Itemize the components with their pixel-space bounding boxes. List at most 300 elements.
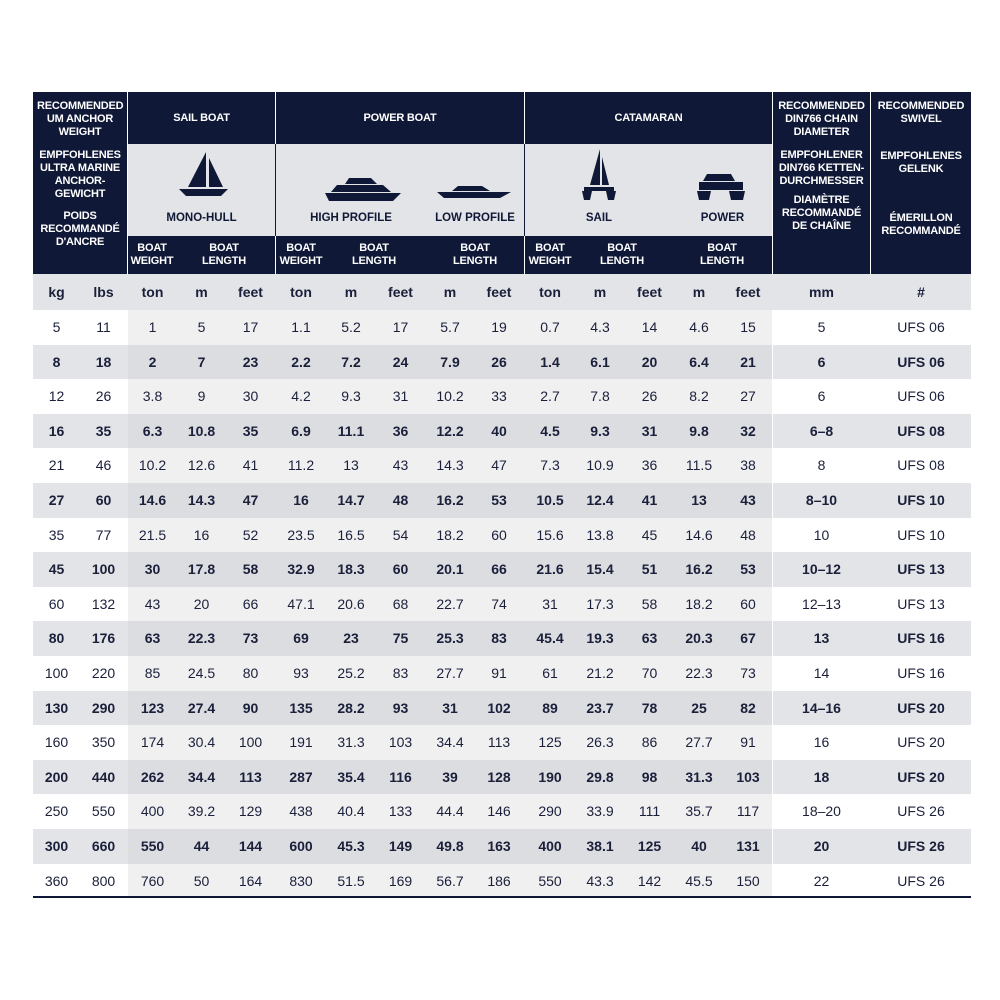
cell-swivel: UFS 16 — [897, 630, 945, 647]
cell-hp-ton: 830 — [289, 872, 313, 889]
cell-sail-m: 17.8 — [187, 561, 216, 578]
table-row — [33, 552, 971, 587]
cell-sail-m: 27.4 — [187, 699, 216, 716]
cell-swivel: UFS 08 — [897, 457, 945, 474]
cell-cp-m: 22.3 — [685, 665, 713, 681]
unit-kg: kg — [48, 284, 65, 300]
cell-lp-m: 12.2 — [436, 422, 464, 439]
cell-cp-m: 35.7 — [685, 803, 713, 820]
cell-hp-ton: 93 — [293, 665, 309, 681]
cell-lbs: 100 — [91, 561, 116, 578]
cell-chain-mm: 8–10 — [805, 492, 838, 508]
sail-boat-weight-label: BOAT WEIGHT — [130, 242, 174, 267]
cell-cp-feet: 117 — [736, 803, 760, 820]
cell-swivel: UFS 20 — [897, 699, 945, 716]
cell-sail-ton: 10.2 — [138, 457, 167, 474]
catamaran-header — [525, 92, 772, 144]
cell-cs-m: 38.1 — [586, 838, 614, 854]
cell-sail-ton: 85 — [144, 665, 161, 681]
cell-hp-m: 7.2 — [341, 353, 361, 370]
table-row — [33, 760, 971, 795]
cell-cp-feet: 82 — [740, 699, 756, 716]
cell-sail-m: 50 — [193, 872, 210, 889]
unit-cs-ton: ton — [539, 284, 561, 300]
cell-cp-feet: 67 — [740, 630, 756, 647]
cell-hp-m: 14.7 — [337, 492, 365, 508]
cell-cp-m: 45.5 — [685, 872, 713, 889]
cell-sail-m: 44 — [193, 838, 210, 854]
cell-lbs: 800 — [91, 872, 116, 889]
cell-cs-ton: 31 — [542, 595, 558, 612]
cell-hp-m: 16.5 — [337, 526, 365, 543]
cell-hp-ton: 69 — [293, 630, 309, 647]
cell-cp-feet: 15 — [740, 319, 756, 335]
cell-sail-ton: 14.6 — [138, 492, 167, 508]
swivel-header — [871, 92, 971, 274]
cell-lp-feet: 60 — [491, 526, 507, 543]
cell-sail-feet: 17 — [242, 319, 259, 335]
cat-sail-weight-label: BOAT WEIGHT — [528, 242, 572, 267]
cell-cp-feet: 53 — [740, 561, 756, 578]
cell-hp-feet: 149 — [388, 838, 413, 854]
cell-lp-feet: 33 — [491, 388, 507, 405]
cell-cp-feet: 150 — [736, 872, 760, 889]
speedboat-icon — [436, 184, 512, 200]
cell-cs-ton: 61 — [542, 665, 558, 681]
cell-kg: 60 — [48, 595, 65, 612]
cell-cs-ton: 400 — [538, 838, 562, 854]
table-row — [33, 345, 971, 380]
cell-chain-mm: 18–20 — [802, 803, 841, 820]
table-row — [33, 483, 971, 518]
cell-cp-m: 13 — [691, 492, 707, 508]
unit-chain-mm: mm — [809, 284, 834, 300]
cell-lp-feet: 66 — [491, 561, 507, 578]
cell-swivel: UFS 06 — [897, 319, 945, 335]
cell-lbs: 18 — [95, 353, 112, 370]
cell-hp-feet: 36 — [392, 422, 409, 439]
cell-cs-m: 43.3 — [586, 872, 614, 889]
cell-hp-ton: 1.1 — [291, 319, 311, 335]
cell-sail-feet: 129 — [238, 803, 263, 820]
table-row — [33, 725, 971, 760]
cell-lp-m: 25.3 — [436, 630, 464, 647]
power-boat-weight-label: BOAT WEIGHT — [279, 242, 323, 267]
anchor-size-table — [33, 92, 971, 898]
cell-cs-m: 6.1 — [590, 353, 610, 370]
cell-sail-ton: 30 — [144, 561, 161, 578]
cell-hp-ton: 32.9 — [287, 561, 315, 578]
cell-hp-m: 23 — [343, 630, 359, 647]
cell-lp-m: 10.2 — [436, 388, 464, 405]
table-row — [33, 518, 971, 553]
cell-cs-m: 7.8 — [590, 388, 610, 405]
table-row — [33, 587, 971, 622]
cell-swivel: UFS 20 — [897, 734, 945, 751]
table-row — [33, 448, 971, 483]
cell-hp-feet: 83 — [392, 665, 409, 681]
chain-en: RECOMMENDED DIN766 CHAIN DIAMETER — [778, 100, 865, 138]
cell-lbs: 176 — [91, 630, 116, 647]
cell-sail-ton: 174 — [140, 734, 165, 751]
cell-sail-m: 24.5 — [187, 665, 216, 681]
table-body — [33, 310, 971, 898]
cell-sail-m: 5 — [197, 319, 206, 335]
cell-hp-feet: 103 — [388, 734, 413, 751]
sail-boat-header — [128, 92, 275, 144]
units-row — [33, 274, 971, 310]
cell-sail-m: 14.3 — [187, 492, 216, 508]
cell-cs-feet: 14 — [641, 319, 658, 335]
cell-cs-feet: 58 — [641, 595, 658, 612]
cell-kg: 27 — [48, 492, 65, 508]
cell-lp-m: 56.7 — [436, 872, 464, 889]
catamaran-label: CATAMARAN — [614, 111, 683, 124]
cell-cs-ton: 21.6 — [536, 561, 564, 578]
swivel-de: EMPFOHLENES GELENK — [880, 150, 962, 175]
cell-lp-m: 31 — [442, 699, 458, 716]
cell-lp-feet: 74 — [491, 595, 507, 612]
cell-cs-feet: 111 — [638, 803, 661, 820]
cell-swivel: UFS 08 — [897, 422, 945, 439]
cell-cp-m: 40 — [691, 838, 707, 854]
cell-sail-m: 34.4 — [187, 768, 216, 785]
cell-lp-m: 18.2 — [436, 526, 464, 543]
cell-cp-m: 18.2 — [685, 595, 713, 612]
cell-hp-m: 20.6 — [337, 595, 365, 612]
cell-lp-feet: 26 — [491, 353, 507, 370]
cell-cs-m: 21.2 — [586, 665, 614, 681]
cell-cp-feet: 43 — [740, 492, 756, 508]
cell-lp-feet: 53 — [491, 492, 507, 508]
cell-sail-m: 7 — [197, 353, 206, 370]
cell-lp-feet: 47 — [491, 457, 507, 474]
cell-lp-feet: 186 — [487, 872, 511, 889]
cell-hp-ton: 16 — [293, 492, 309, 508]
cell-hp-m: 5.2 — [341, 319, 361, 335]
cell-kg: 5 — [52, 319, 61, 335]
cell-lbs: 11 — [96, 319, 111, 335]
cell-sail-feet: 58 — [242, 561, 259, 578]
cell-sail-ton: 760 — [140, 872, 165, 889]
cell-cp-m: 14.6 — [685, 526, 713, 543]
sail-boat-label: SAIL BOAT — [173, 111, 230, 124]
cell-lp-m: 49.8 — [436, 838, 464, 854]
cell-lbs: 290 — [91, 699, 116, 716]
cell-cs-feet: 31 — [641, 422, 658, 439]
chain-fr: DIAMÈTRE RECOMMANDÉ DE CHAÎNE — [781, 194, 862, 232]
cell-cs-ton: 190 — [538, 768, 562, 785]
cell-lp-m: 20.1 — [436, 561, 464, 578]
unit-lp-m: m — [443, 284, 457, 300]
cell-hp-feet: 17 — [392, 319, 409, 335]
cell-swivel: UFS 26 — [897, 872, 945, 889]
cell-lp-m: 22.7 — [436, 595, 464, 612]
cell-chain-mm: 6 — [817, 353, 826, 370]
cell-swivel: UFS 10 — [897, 492, 945, 508]
cell-sail-ton: 63 — [144, 630, 161, 647]
cell-hp-m: 35.4 — [337, 768, 365, 785]
cell-cs-m: 29.8 — [586, 768, 614, 785]
cell-sail-feet: 66 — [242, 595, 259, 612]
cell-cp-feet: 60 — [740, 595, 756, 612]
cell-sail-feet: 41 — [242, 457, 259, 474]
cell-cs-feet: 86 — [641, 734, 658, 751]
table-row — [33, 379, 971, 414]
cell-hp-m: 9.3 — [341, 388, 361, 405]
cell-chain-mm: 10–12 — [802, 561, 841, 578]
high-profile-label: HIGH PROFILE — [310, 212, 392, 224]
power-boat-header — [276, 92, 524, 144]
cell-swivel: UFS 26 — [897, 838, 945, 854]
cat-power-length-label: BOAT LENGTH — [699, 242, 745, 267]
cell-hp-ton: 191 — [289, 734, 313, 751]
table-row — [33, 691, 971, 726]
cell-cs-m: 33.9 — [586, 803, 614, 820]
cell-hp-ton: 2.2 — [291, 353, 311, 370]
cell-sail-m: 39.2 — [187, 803, 216, 820]
cell-cp-feet: 27 — [740, 388, 756, 405]
cell-kg: 35 — [48, 526, 65, 543]
unit-sail-ton: ton — [141, 284, 164, 300]
cell-swivel: UFS 06 — [897, 353, 945, 370]
unit-cs-m: m — [593, 284, 607, 300]
cell-cp-m: 20.3 — [685, 630, 713, 647]
cell-lp-feet: 19 — [491, 319, 507, 335]
cell-lbs: 35 — [95, 422, 112, 439]
cell-hp-ton: 135 — [289, 699, 313, 716]
cell-hp-m: 31.3 — [337, 734, 365, 751]
cell-sail-feet: 47 — [242, 492, 259, 508]
power-label: POWER — [700, 212, 745, 224]
cell-cs-feet: 51 — [641, 561, 658, 578]
cell-cp-m: 11.5 — [685, 457, 713, 474]
mono-hull-label: MONO-HULL — [166, 212, 237, 224]
cell-sail-m: 20 — [193, 595, 210, 612]
cell-hp-feet: 169 — [388, 872, 413, 889]
cell-hp-feet: 54 — [392, 526, 409, 543]
unit-hp-feet: feet — [388, 284, 413, 300]
table-row — [33, 794, 971, 829]
cell-cs-ton: 89 — [542, 699, 558, 716]
cell-swivel: UFS 13 — [897, 595, 945, 612]
cell-cp-m: 16.2 — [685, 561, 713, 578]
cell-sail-feet: 100 — [238, 734, 263, 751]
sail-label: SAIL — [585, 212, 613, 224]
cell-kg: 160 — [44, 734, 69, 751]
cell-cs-ton: 1.4 — [540, 353, 560, 370]
cell-hp-ton: 6.9 — [291, 422, 311, 439]
cell-lp-m: 16.2 — [436, 492, 464, 508]
cell-cs-m: 23.7 — [586, 699, 614, 716]
cell-chain-mm: 14–16 — [802, 699, 841, 716]
cell-sail-m: 16 — [193, 526, 210, 543]
cell-cs-m: 17.3 — [586, 595, 614, 612]
cell-lp-feet: 163 — [487, 838, 511, 854]
cell-kg: 16 — [48, 422, 65, 439]
cell-hp-ton: 47.1 — [287, 595, 315, 612]
cell-sail-ton: 123 — [140, 699, 165, 716]
unit-sail-feet: feet — [238, 284, 263, 300]
sail-boat-length-label: BOAT LENGTH — [201, 242, 247, 267]
cell-lp-feet: 128 — [487, 768, 511, 785]
unit-cp-feet: feet — [735, 284, 761, 300]
cell-lp-m: 5.7 — [440, 319, 460, 335]
cell-lp-m: 14.3 — [436, 457, 464, 474]
cell-lp-m: 44.4 — [436, 803, 464, 820]
cell-lbs: 77 — [95, 526, 112, 543]
cell-kg: 300 — [44, 838, 69, 854]
cell-cp-m: 6.4 — [689, 353, 709, 370]
cell-lbs: 550 — [91, 803, 116, 820]
table-row — [33, 621, 971, 656]
cell-sail-m: 22.3 — [187, 630, 216, 647]
cell-lbs: 220 — [91, 665, 116, 681]
cell-sail-feet: 23 — [242, 353, 259, 370]
cell-cs-m: 9.3 — [590, 422, 610, 439]
cell-cs-ton: 2.7 — [540, 388, 560, 405]
cell-lbs: 46 — [95, 457, 112, 474]
cell-sail-ton: 6.3 — [142, 422, 163, 439]
motor-yacht-icon — [323, 175, 403, 203]
power-catamaran-icon — [695, 172, 747, 202]
table-row — [33, 414, 971, 449]
power-boat-label: POWER BOAT — [363, 111, 437, 124]
cell-sail-ton: 400 — [140, 803, 165, 820]
cell-cs-feet: 45 — [641, 526, 658, 543]
power-boat-length-label: BOAT LENGTH — [351, 242, 397, 267]
cell-hp-m: 45.3 — [337, 838, 365, 854]
cell-sail-m: 10.8 — [187, 422, 216, 439]
cell-cp-m: 27.7 — [685, 734, 713, 751]
table-bottom-rule — [33, 896, 971, 898]
cell-kg: 130 — [44, 699, 69, 716]
cell-swivel: UFS 13 — [897, 561, 945, 578]
cell-kg: 21 — [48, 457, 65, 474]
cell-kg: 80 — [48, 630, 65, 647]
cell-swivel: UFS 06 — [897, 388, 945, 405]
cell-hp-ton: 600 — [289, 838, 313, 854]
cell-chain-mm: 10 — [813, 526, 830, 543]
cell-sail-feet: 73 — [242, 630, 259, 647]
cell-sail-ton: 21.5 — [138, 526, 167, 543]
cell-hp-ton: 4.2 — [291, 388, 311, 405]
cell-chain-mm: 5 — [817, 319, 826, 335]
cell-cp-feet: 21 — [740, 353, 756, 370]
cat-sail-length-label: BOAT LENGTH — [599, 242, 645, 267]
cell-chain-mm: 14 — [813, 665, 830, 681]
cell-chain-mm: 8 — [817, 457, 826, 474]
cell-cp-feet: 131 — [736, 838, 760, 854]
cell-lp-feet: 40 — [491, 422, 507, 439]
cell-sail-feet: 164 — [238, 872, 263, 889]
chain-diameter-header — [773, 92, 870, 274]
anchor-weight-fr: POIDS RECOMMANDÉ D'ANCRE — [40, 210, 120, 248]
cell-hp-m: 40.4 — [337, 803, 365, 820]
swivel-en: RECOMMENDED SWIVEL — [877, 100, 965, 125]
cell-kg: 200 — [44, 768, 69, 785]
cell-lp-feet: 146 — [487, 803, 511, 820]
low-profile-length-label: BOAT LENGTH — [452, 242, 498, 267]
cell-kg: 250 — [44, 803, 69, 820]
cell-sail-ton: 2 — [148, 353, 157, 370]
cell-cs-ton: 550 — [538, 872, 562, 889]
cell-cp-m: 8.2 — [689, 388, 709, 405]
cell-sail-feet: 113 — [239, 768, 262, 785]
cell-cp-feet: 91 — [740, 734, 756, 751]
cell-cp-m: 4.6 — [689, 319, 709, 335]
cell-chain-mm: 6–8 — [809, 422, 834, 439]
cell-kg: 100 — [44, 665, 69, 681]
cell-hp-feet: 24 — [392, 353, 409, 370]
cell-hp-m: 28.2 — [337, 699, 365, 716]
cell-kg: 360 — [44, 872, 69, 889]
cell-cs-m: 12.4 — [586, 492, 614, 508]
table-row — [33, 829, 971, 864]
cell-hp-feet: 68 — [392, 595, 409, 612]
cell-swivel: UFS 10 — [897, 526, 945, 543]
chain-de: EMPFOHLENER DIN766 KETTEN-DURCHMESSER — [778, 149, 865, 187]
cell-cs-ton: 45.4 — [536, 630, 564, 647]
cell-sail-feet: 80 — [242, 665, 259, 681]
cell-hp-feet: 43 — [392, 457, 409, 474]
cell-sail-m: 30.4 — [187, 734, 216, 751]
cell-cs-m: 19.3 — [586, 630, 614, 647]
unit-cp-m: m — [692, 284, 706, 300]
cell-hp-feet: 48 — [392, 492, 409, 508]
low-profile-label: LOW PROFILE — [435, 212, 515, 224]
cell-cs-feet: 36 — [641, 457, 658, 474]
unit-cs-feet: feet — [637, 284, 662, 300]
cell-chain-mm: 20 — [813, 838, 830, 854]
cell-chain-mm: 13 — [813, 630, 830, 647]
cell-cs-ton: 290 — [538, 803, 562, 820]
cell-cp-feet: 48 — [740, 526, 756, 543]
cell-chain-mm: 16 — [813, 734, 830, 751]
cell-hp-m: 25.2 — [337, 665, 365, 681]
cell-sail-ton: 550 — [140, 838, 165, 854]
cell-hp-feet: 60 — [392, 561, 409, 578]
cell-lbs: 440 — [91, 768, 116, 785]
cell-cs-feet: 41 — [641, 492, 658, 508]
cell-hp-feet: 93 — [392, 699, 409, 716]
cell-cp-m: 31.3 — [685, 768, 713, 785]
cell-chain-mm: 6 — [817, 388, 826, 405]
cell-sail-feet: 144 — [238, 838, 263, 854]
cell-hp-feet: 133 — [388, 803, 413, 820]
cell-lbs: 660 — [91, 838, 116, 854]
cell-cs-ton: 7.3 — [540, 457, 560, 474]
cell-hp-feet: 116 — [389, 768, 412, 785]
cell-lp-m: 34.4 — [436, 734, 464, 751]
cell-sail-feet: 30 — [242, 388, 259, 405]
cell-hp-feet: 75 — [392, 630, 409, 647]
unit-hp-ton: ton — [290, 284, 312, 300]
unit-swivel: # — [917, 284, 925, 300]
cell-cs-feet: 125 — [637, 838, 662, 854]
cell-cp-feet: 38 — [740, 457, 756, 474]
cell-sail-feet: 52 — [242, 526, 259, 543]
unit-hp-m: m — [344, 284, 358, 300]
cell-sail-ton: 3.8 — [142, 388, 163, 405]
swivel-fr: ÉMERILLON RECOMMANDÉ — [881, 212, 961, 237]
cell-lp-m: 27.7 — [436, 665, 464, 681]
cell-hp-ton: 23.5 — [287, 526, 315, 543]
cell-cs-feet: 70 — [641, 665, 658, 681]
cell-chain-mm: 12–13 — [802, 595, 841, 612]
cell-hp-feet: 31 — [392, 388, 409, 405]
sail-catamaran-icon — [578, 147, 618, 203]
